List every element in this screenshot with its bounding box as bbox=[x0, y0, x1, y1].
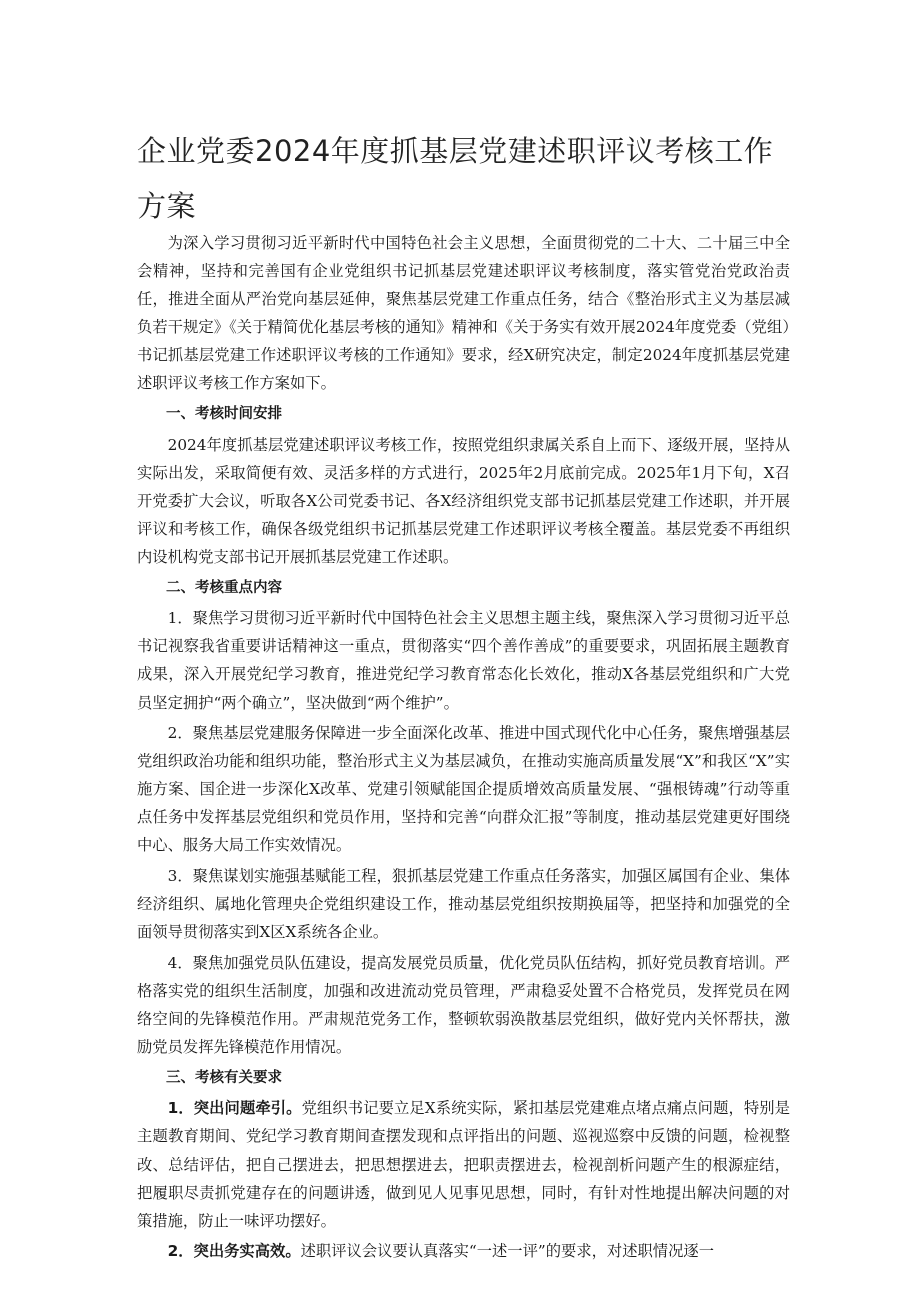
requirement-item bbox=[137, 1237, 790, 1265]
requirement-text: 党组织书记要立足X系统实际，紧扣基层党建难点堵点痛点问题，特别是主题教育期间、党纪学习教育期间查摆发现和点评指出的问题、巡视巡察中反馈的问题，检视整改、总结评估，把自己摆进去，把思想摆进去，把职责摆进去，检视剖析问题产生的根源症结，把履职尽责抓党建存在的问题讲透，做到见人见事见思想，同时，有针对性地提出解决问题的对策措施，防止一味评功摆好。 bbox=[137, 1099, 790, 1230]
section-heading-schedule: 一、考核时间安排 bbox=[166, 406, 282, 423]
section-heading-key-content: 二、考核重点内容 bbox=[166, 579, 282, 596]
requirement-text: 述职评议会议要认真落实“一述一评”的要求，对述职情况逐一 bbox=[300, 1242, 714, 1261]
key-content-item: 4．聚焦加强党员队伍建设，提高发展党员质量，优化党员队伍结构，抓好党员教育培训。严格落实党的组织生活制度，加强和改进流动党员管理，严肃稳妥处置不合格党员，发挥党员在网络空间的先锋模范作用。严肃规范党务工作，整顿软弱涣散基层党组织，做好党内关怀帮扶，激励党员发挥先锋模范作用情况。 bbox=[137, 953, 790, 1057]
key-content-item: 3．聚焦谋划实施强基赋能工程，狠抓基层党建工作重点任务落实，加强区属国有企业、集体经济组织、属地化管理央企党组织建设工作，推动基层党组织按期换届等，把坚持和加强党的全面领导贯彻落实到X区X系统各企业。 bbox=[137, 867, 790, 942]
document-title: 企业党委2024年度抓基层党建述职评议考核工作方案 bbox=[137, 134, 774, 223]
document-body bbox=[137, 229, 790, 1268]
schedule-paragraph: 2024年度抓基层党建述职评议考核工作，按照党组织隶属关系自上而下、逐级开展，坚持从实际出发，采取简便有效、灵活多样的方式进行，2025年2月底前完成。2025年1月下旬，X召开党委扩大会议，听取各X公司党委书记、各X经济组织党支部书记抓基层党建工作述职，并开展评议和考核工作，确保各级党组织书记抓基层党建工作述职评议考核全覆盖。基层党委不再组织内设机构党支部书记开展抓基层党建工作述职。 bbox=[137, 435, 790, 567]
intro-paragraph: 为深入学习贯彻习近平新时代中国特色社会主义思想，全面贯彻党的二十大、二十届三中全会精神，坚持和完善国有企业党组织书记抓基层党建述职评议考核制度，落实管党治党政治责任，推进全面从严治党向基层延伸，聚焦基层党建工作重点任务，结合《整治形式主义为基层减负若干规定》《关于精简优化基层考核的通知》精神和《关于务实有效开展2024年度党委（党组）书记抓基层党建工作述职评议考核的工作通知》要求，经X研究决定，制定2024年度抓基层党建述职评议考核工作方案如下。 bbox=[137, 234, 790, 393]
key-content-item: 1．聚焦学习贯彻习近平新时代中国特色社会主义思想主题主线，聚焦深入学习贯彻习近平总书记视察我省重要讲话精神这一重点，贯彻落实“四个善作善成”的重要要求，巩固拓展主题教育成果，深入开展党纪学习教育，推进党纪学习教育常态化长效化，推动X各基层党组织和广大党员坚定拥护“两个确立”，坚决做到“两个维护”。 bbox=[137, 609, 790, 712]
requirement-lead: 2．突出务实高效。 bbox=[167, 1242, 301, 1261]
key-content-item: 2．聚焦基层党建服务保障进一步全面深化改革、推进中国式现代化中心任务，聚焦增强基层党组织政治功能和组织功能，整治形式主义为基层减负，在推动实施高质量发展“X”和我区“X”实施方案、国企进一步深化X改革、党建引领赋能国企提质增效高质量发展、“强根铸魂”行动等重点任务中发挥基层党组织和党员作用，坚持和完善“向群众汇报”等制度，推动基层党建更好围绕中心、服务大局工作实效情况。 bbox=[137, 724, 790, 855]
requirement-lead: 1．突出问题牵引。 bbox=[167, 1099, 302, 1118]
section-heading-requirements: 三、考核有关要求 bbox=[166, 1069, 282, 1086]
requirement-item bbox=[137, 1094, 790, 1234]
